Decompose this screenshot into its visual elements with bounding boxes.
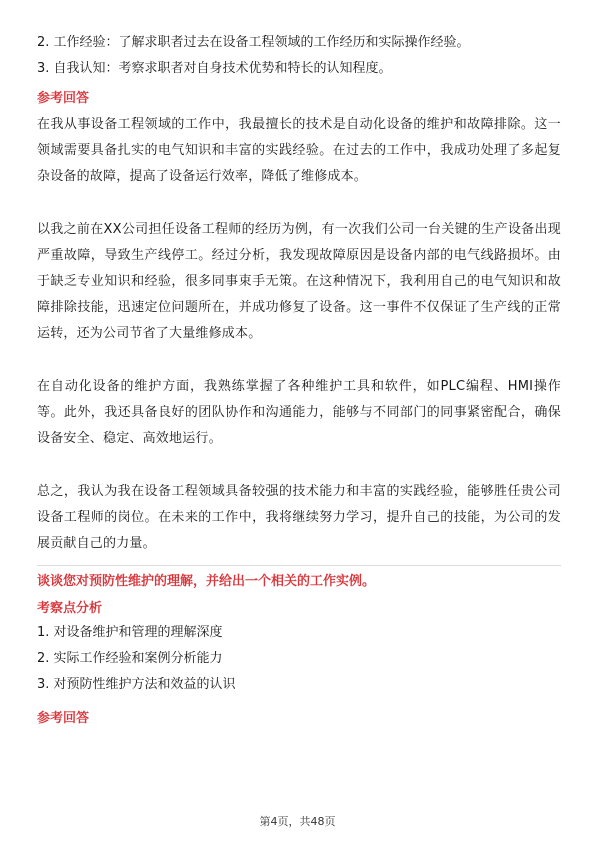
list-item: 2. 实际工作经验和案例分析能力 (37, 651, 223, 666)
list-item: 1. 对设备维护和管理的理解深度 (37, 625, 223, 640)
analysis-heading: 考察点分析 (37, 601, 103, 616)
answer-paragraph: 总之，我认为我在设备工程领域具备较强的技术能力和丰富的实践经验，能够胜任贵公司设备工程师的岗位。在未来的工作中，我将继续努力学习，提升自己的技能，为公司的发展贡献自己的力量。 (37, 484, 561, 551)
reference-answer-heading: 参考回答 (37, 711, 90, 726)
list-item: 3. 自我认知：考察求职者对自身技术优势和特长的认知程度。 (37, 61, 392, 76)
page-footer: 第4页，共48页 (259, 815, 336, 828)
question-title: 谈谈您对预防性维护的理解，并给出一个相关的工作实例。 (37, 574, 376, 589)
reference-answer-heading: 参考回答 (37, 91, 90, 106)
answer-paragraph: 以我之前在XX公司担任设备工程师的经历为例，有一次我们公司一台关键的生产设备出现严重故障，导致生产线停工。经过分析，我发现故障原因是设备内部的电气线路损坏。由于缺乏专业知识和经验，很多同事束手无策。在这种情况下，我利用自己的电气知识和故障排除技能，迅速定位问题所在，并成功修复了设备。这一事件不仅保证了生产线的正常运转，还为公司节省了大量维修成本。 (37, 222, 561, 341)
answer-paragraph: 在自动化设备的维护方面，我熟练掌握了各种维护工具和软件，如PLC编程、HMI操作等。此外，我还具备良好的团队协作和沟通能力，能够与不同部门的同事紧密配合，确保设备安全、稳定、高效地运行。 (37, 379, 561, 446)
list-item: 2. 工作经验：了解求职者过去在设备工程领域的工作经历和实际操作经验。 (37, 35, 470, 50)
page-content (37, 30, 561, 730)
paragraph-gap (37, 452, 561, 479)
section-divider (37, 565, 561, 566)
answer-paragraph: 在我从事设备工程领域的工作中，我最擅长的技术是自动化设备的维护和故障排除。这一领域需要具备扎实的电气知识和丰富的实践经验。在过去的工作中，我成功处理了多起复杂设备的故障，提高了设备运行效率，降低了维修成本。 (37, 117, 561, 184)
paragraph-gap (37, 190, 561, 217)
list-item: 3. 对预防性维护方法和效益的认识 (37, 677, 236, 692)
paragraph-gap (37, 347, 561, 374)
